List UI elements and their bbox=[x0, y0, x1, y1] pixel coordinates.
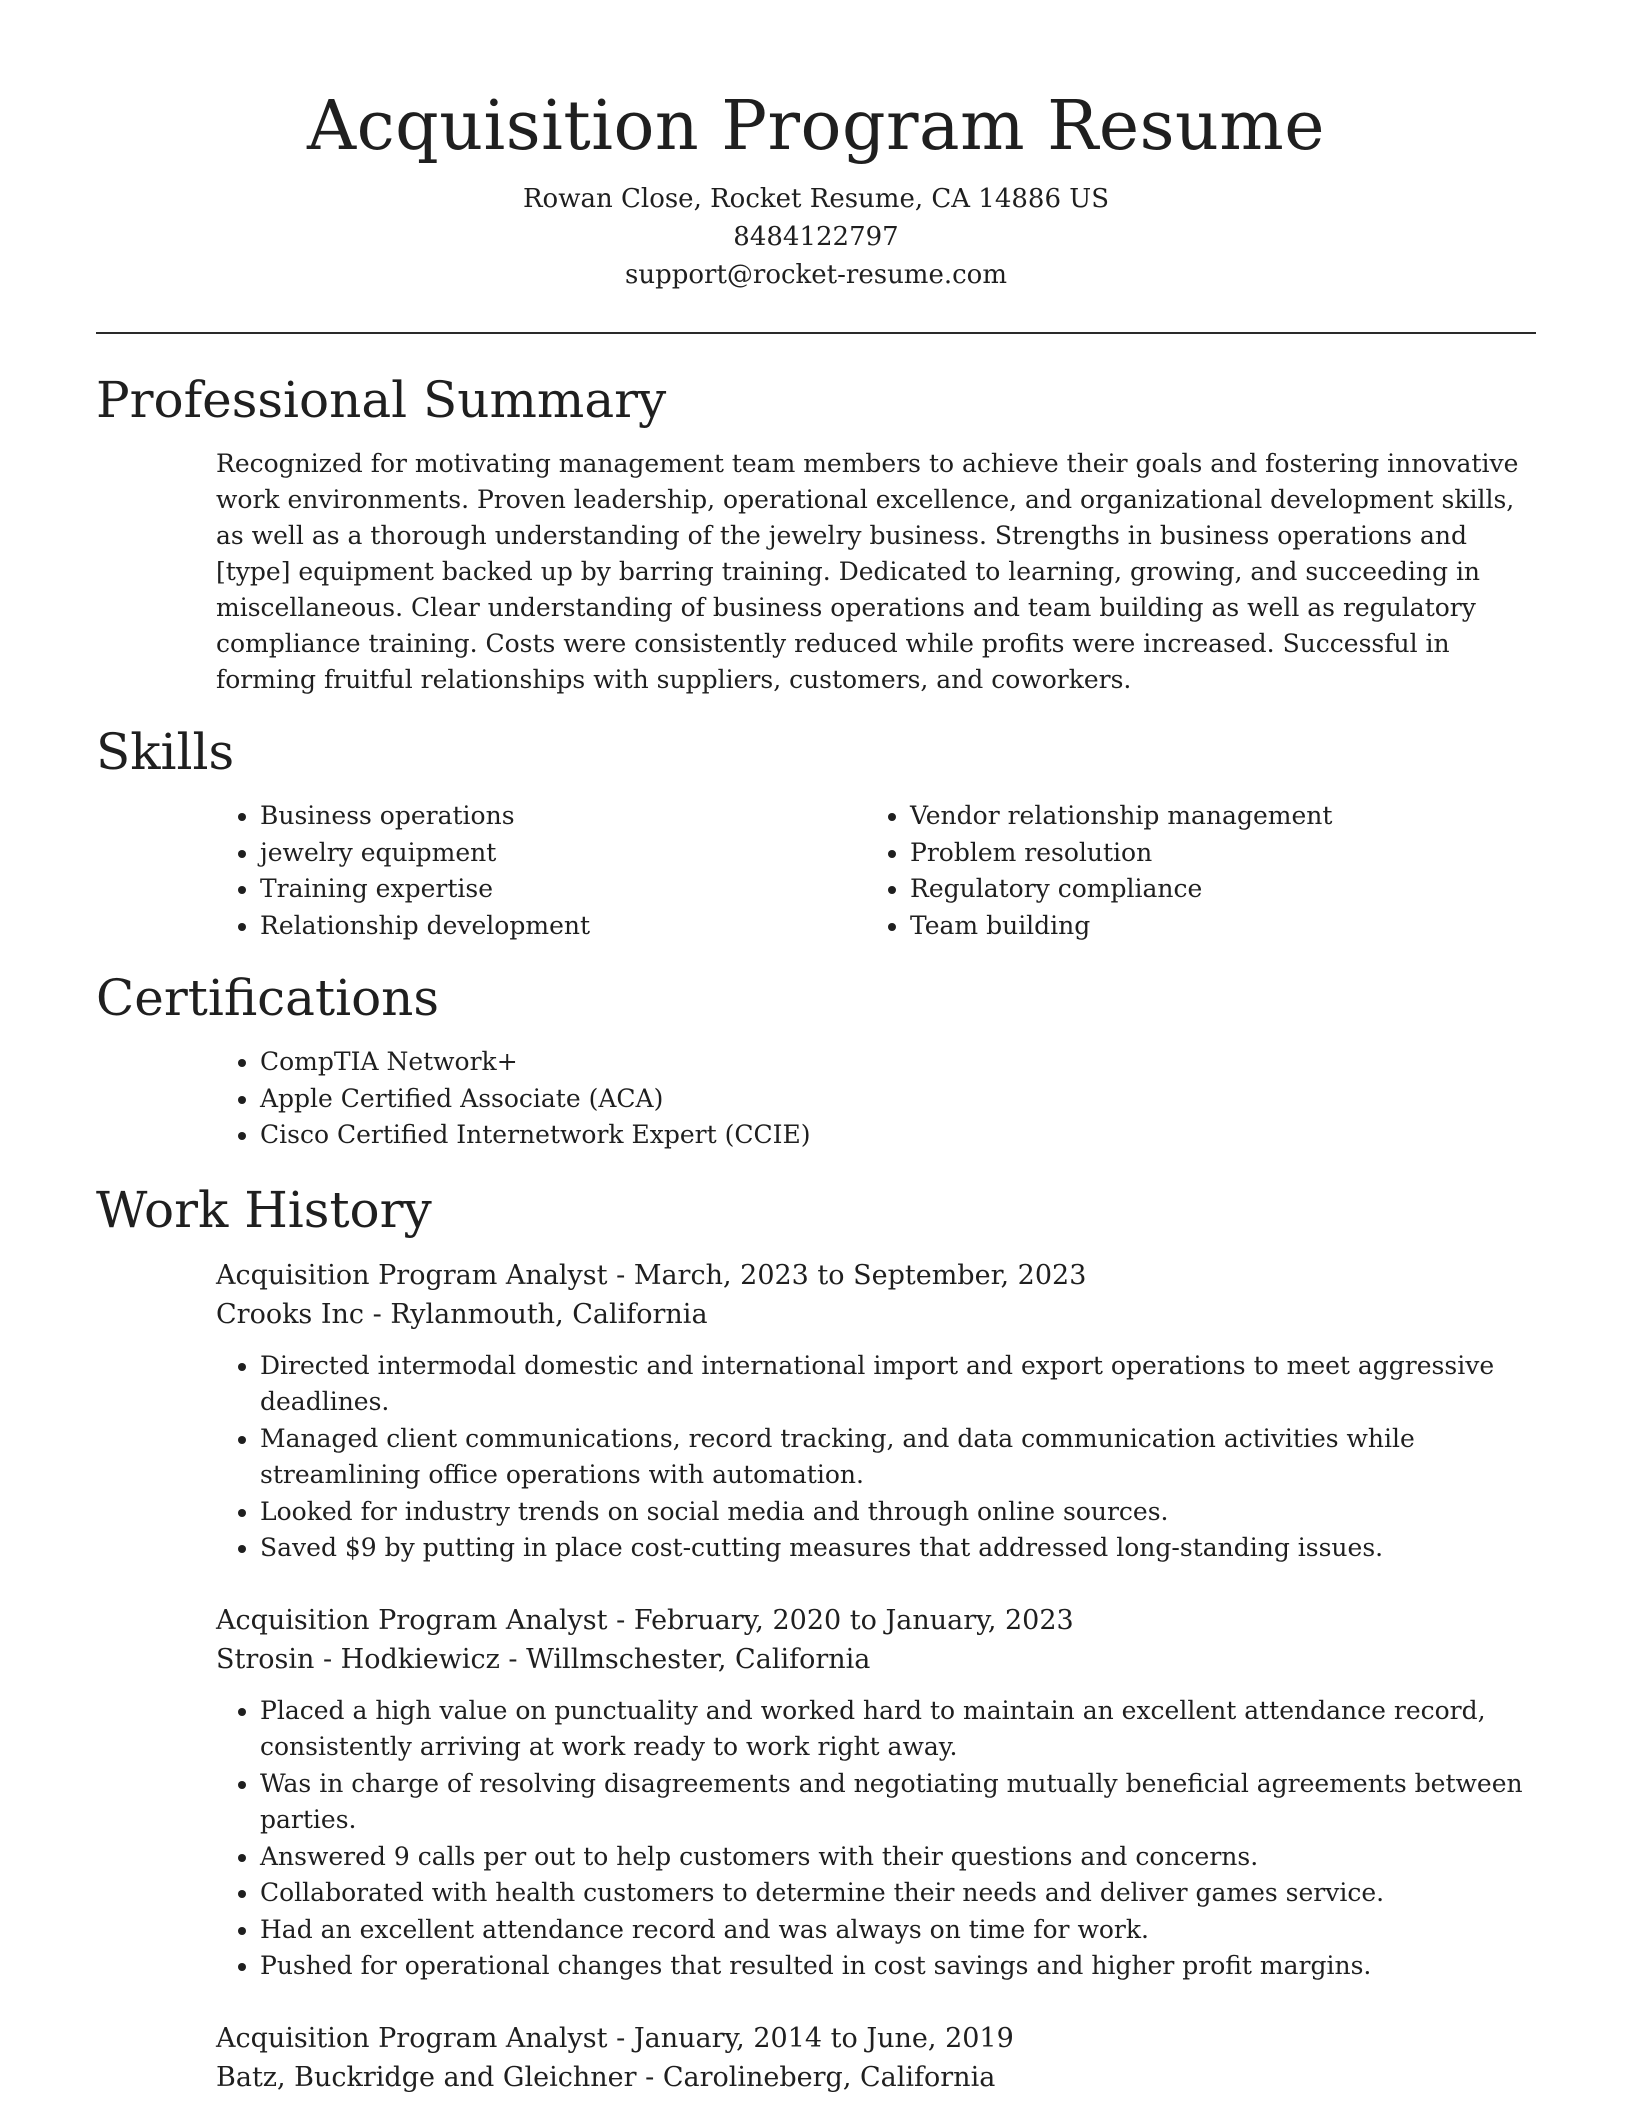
contact-info bbox=[96, 180, 1536, 294]
skill-item: • Training expertise bbox=[260, 871, 866, 908]
skill-item: • Business operations bbox=[260, 798, 866, 835]
job-dates: February, 2020 to January, 2023 bbox=[633, 1604, 1074, 1636]
job-title-line: Acquisition Program Analyst - January, 2014 to June, 2019 bbox=[216, 2022, 1014, 2054]
summary-heading: Professional Summary bbox=[96, 371, 667, 429]
job-title-line: Acquisition Program Analyst - March, 2023 to September, 2023 bbox=[216, 1259, 1087, 1291]
job-duty-item: • Looked for industry trends on social media and through online sources. bbox=[260, 1494, 1536, 1531]
resume-header bbox=[96, 0, 1536, 294]
job-company: Batz, Buckridge and Gleichner bbox=[216, 2061, 637, 2093]
job-dates: March, 2023 to September, 2023 bbox=[633, 1259, 1087, 1291]
job-duty-item: • Managed client communications, record tracking, and data communication activities while streamlining office operations with automation. bbox=[260, 1421, 1536, 1494]
job-location: Carolineberg, California bbox=[662, 2061, 996, 2093]
job-location: Willmschester, California bbox=[526, 1643, 871, 1675]
certifications-list bbox=[216, 1044, 1536, 1154]
summary-section bbox=[96, 368, 1536, 698]
skills-heading: Skills bbox=[96, 723, 235, 781]
work-history-section bbox=[96, 1178, 1536, 2097]
certifications-heading: Certifications bbox=[96, 969, 440, 1027]
skill-item: • Vendor relationship management bbox=[910, 798, 1516, 835]
header-divider bbox=[96, 332, 1536, 334]
job-company-line: Batz, Buckridge and Gleichner - Carolineberg, California bbox=[216, 2061, 996, 2093]
job-company-line: Crooks Inc - Rylanmouth, California bbox=[216, 1298, 708, 1330]
resume-title: Acquisition Program Resume bbox=[306, 87, 1326, 166]
job-location: Rylanmouth, California bbox=[390, 1298, 708, 1330]
job-duty-item: • Had an excellent attendance record and was always on time for work. bbox=[260, 1912, 1536, 1949]
job-company-line: Strosin - Hodkiewicz - Willmschester, California bbox=[216, 1643, 871, 1675]
job-entry bbox=[216, 2019, 1536, 2097]
skill-item: • Team building bbox=[910, 908, 1516, 945]
skills-grid bbox=[216, 798, 1536, 944]
job-duty-item: • Pushed for operational changes that resulted in cost savings and higher profit margins. bbox=[260, 1948, 1536, 1985]
job-duties bbox=[216, 1693, 1536, 1985]
job-role: Acquisition Program Analyst bbox=[216, 2022, 608, 2054]
certification-item: • Apple Certified Associate (ACA) bbox=[260, 1081, 1536, 1118]
skill-item: • Problem resolution bbox=[910, 835, 1516, 872]
job-duty-item: • Collaborated with health customers to determine their needs and deliver games service. bbox=[260, 1875, 1536, 1912]
skill-item: • Regulatory compliance bbox=[910, 871, 1516, 908]
summary-text: Recognized for motivating management team members to achieve their goals and fostering innovative work environments. Proven leadership, operational excellence, and organizational development skills, as well as a thorough understanding of the jewelry business. Strengths in business operations and [type] equipment backed up by barring training. Dedicated to learning, growing, and succeeding in miscellaneous. Clear understanding of business operations and team building as well as regulatory compliance training. Costs were consistently reduced while profits were increased. Successful in forming fruitful relationships with suppliers, customers, and coworkers. bbox=[216, 449, 1519, 694]
job-company: Crooks Inc bbox=[216, 1298, 365, 1330]
job-company: Strosin - Hodkiewicz bbox=[216, 1643, 500, 1675]
job-role: Acquisition Program Analyst bbox=[216, 1259, 608, 1291]
skill-item: • jewelry equipment bbox=[260, 835, 866, 872]
job-duty-item: • Answered 9 calls per out to help customers with their questions and concerns. bbox=[260, 1839, 1536, 1876]
contact-email: support@rocket-resume.com bbox=[624, 260, 1007, 290]
certification-item: • Cisco Certified Internetwork Expert (CCIE) bbox=[260, 1117, 1536, 1154]
certifications-section bbox=[96, 966, 1536, 1154]
contact-address: Rowan Close, Rocket Resume, CA 14886 US bbox=[522, 184, 1109, 214]
job-entry bbox=[216, 1601, 1536, 1985]
contact-phone: 8484122797 bbox=[733, 222, 899, 252]
job-entry bbox=[216, 1256, 1536, 1567]
job-duty-item: • Placed a high value on punctuality and worked hard to maintain an excellent attendance record, consistently arriving at work ready to work right away. bbox=[260, 1693, 1536, 1766]
job-duty-item: • Directed intermodal domestic and international import and export operations to meet aggressive deadlines. bbox=[260, 1348, 1536, 1421]
job-duty-item: • Was in charge of resolving disagreements and negotiating mutually beneficial agreements between parties. bbox=[260, 1766, 1536, 1839]
job-duty-item: • Saved $9 by putting in place cost-cutting measures that addressed long-standing issues. bbox=[260, 1530, 1536, 1567]
job-title-line: Acquisition Program Analyst - February, 2020 to January, 2023 bbox=[216, 1604, 1074, 1636]
skills-section bbox=[96, 720, 1536, 944]
job-dates: January, 2014 to June, 2019 bbox=[633, 2022, 1014, 2054]
skills-column-left bbox=[216, 798, 866, 944]
job-role: Acquisition Program Analyst bbox=[216, 1604, 608, 1636]
job-duties bbox=[216, 1348, 1536, 1567]
resume-page bbox=[96, 0, 1536, 2097]
skill-item: • Relationship development bbox=[260, 908, 866, 945]
skills-column-right bbox=[866, 798, 1516, 944]
work-history-heading: Work History bbox=[96, 1180, 432, 1239]
certification-item: • CompTIA Network+ bbox=[260, 1044, 1536, 1081]
